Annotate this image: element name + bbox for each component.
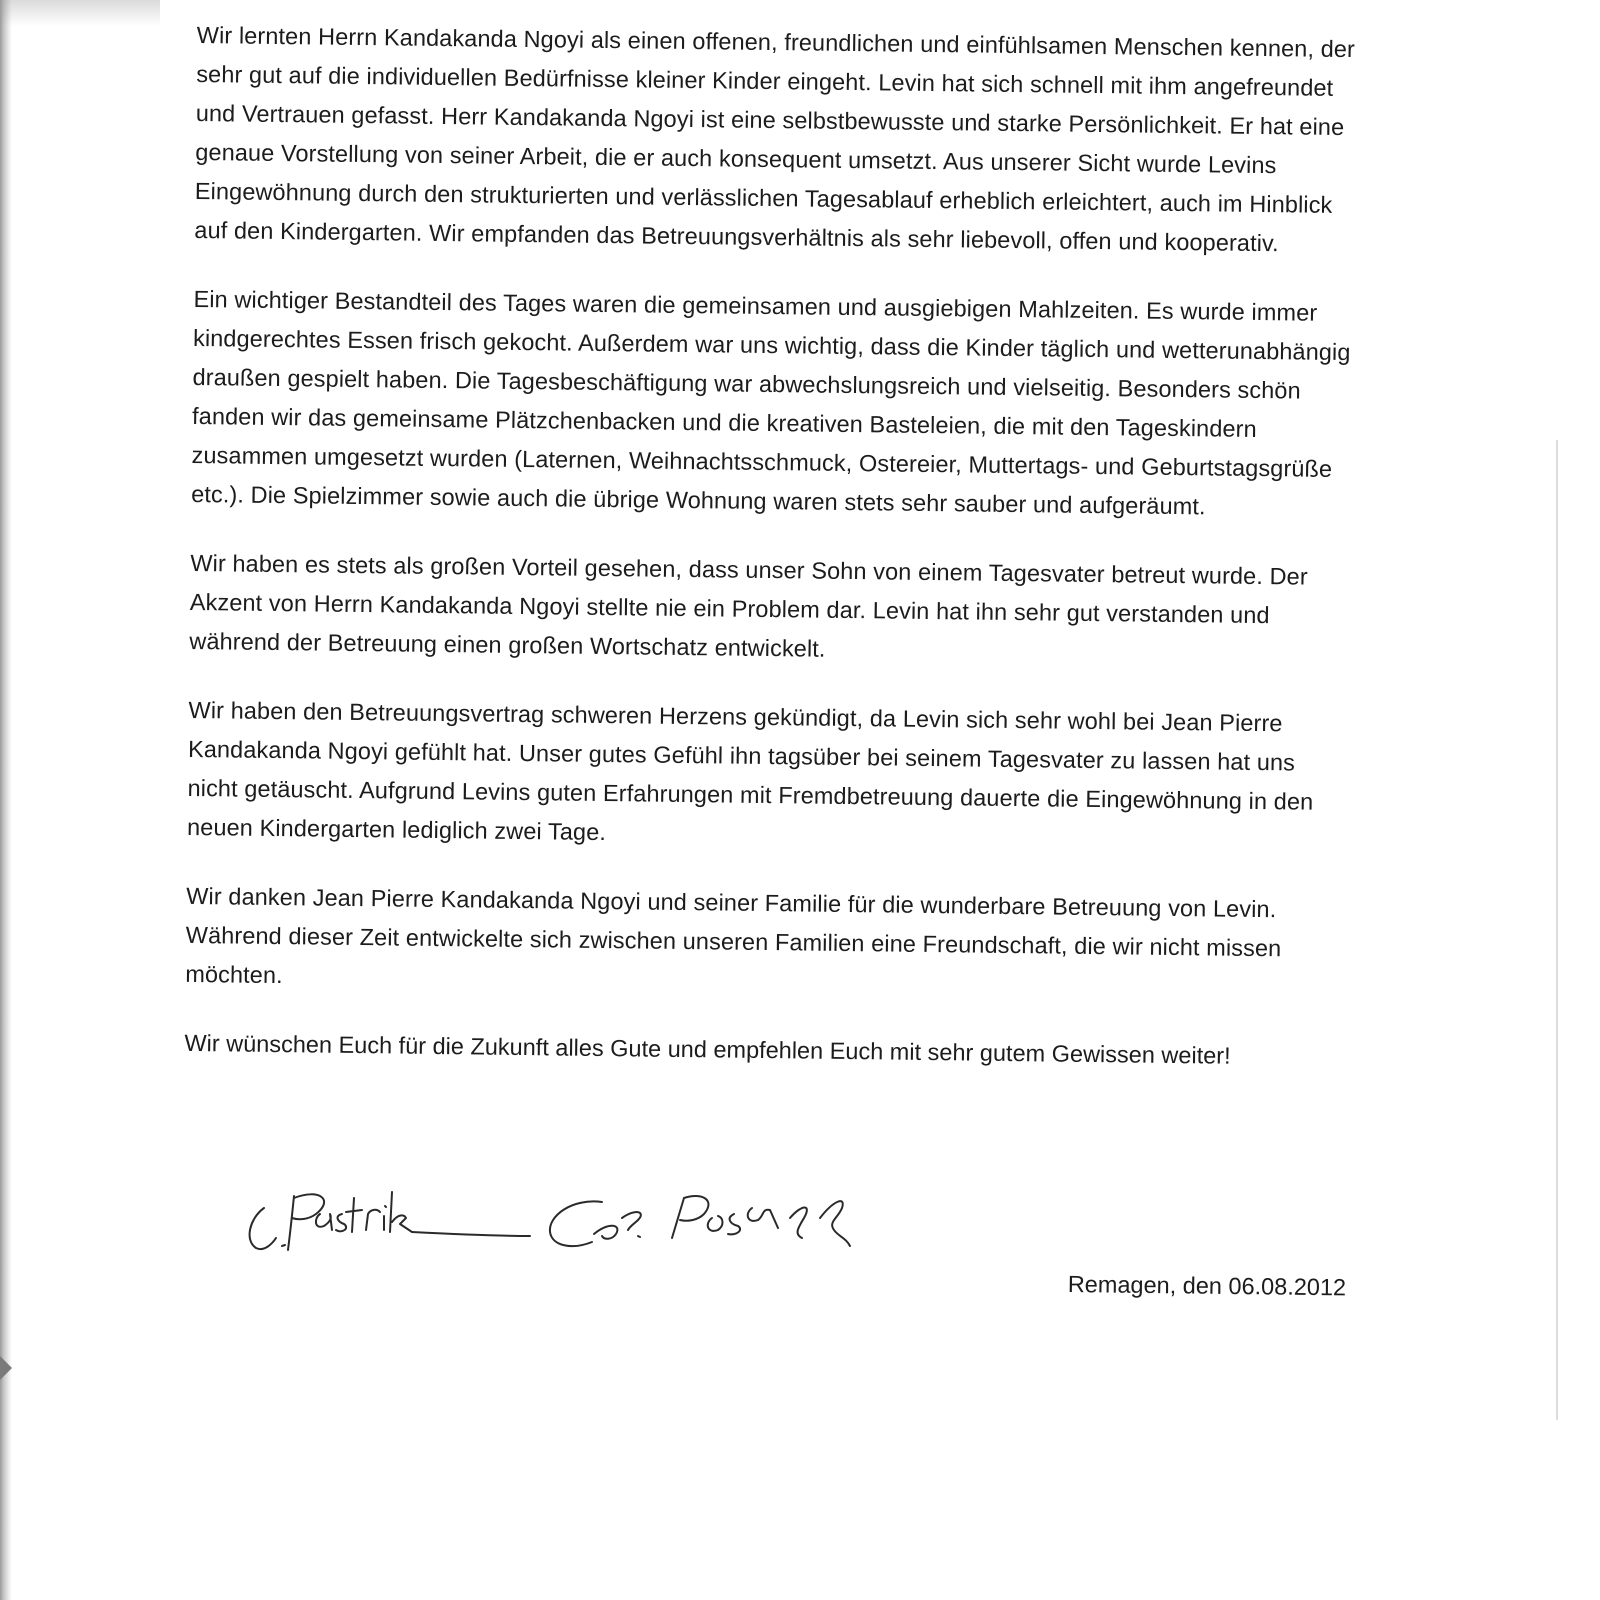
scan-top-shadow [0,0,160,26]
handwritten-signatures [242,1178,1002,1278]
scan-edge-notch [0,1356,12,1380]
paragraph-5: Wir danken Jean Pierre Kandakanda Ngoyi und seiner Familie für die wunderbare Betreuung von Levin. Während dieser Zeit entwickelte sich zwischen unseren Familien eine Freundschaft, die wir nicht missen möchten. [185,882,1282,989]
signature-drawing [242,1178,1002,1278]
paragraph-3: Wir haben es stets als großen Vorteil gesehen, dass unser Sohn von einem Tagesvater betreut wurde. Der Akzent von Herrn Kandakanda Ngoyi stellte nie ein Problem dar. Levin hat ihn sehr gut verstanden und während der Betreuung einen großen Wortschatz entwickelt. [189,549,1308,662]
paragraph-4: Wir haben den Betreuungsvertrag schweren Herzens gekündigt, da Levin sich sehr wohl bei Jean Pierre Kandakanda Ngoyi gefühlt hat. Unser gutes Gefühl ihn tagsüber bei seinem Tagesvater zu lassen hat uns nicht getäuscht. Aufgrund Levins guten Erfahrungen mit Fremdbetreuung dauerte die Eingewöhnung in den neuen Kindergarten lediglich zwei Tage. [186,696,1314,846]
paragraph-1: Wir lernten Herrn Kandakanda Ngoyi als einen offenen, freundlichen und einfühlsamen Menschen kennen, der sehr gut auf die individuellen Bedürfnisse kleiner Kinder eingeht. Levin hat sich schnell mit ihm angefreundet und Vertrauen gefasst. Herr Kandakanda Ngoyi ist eine selbstbewusste und starke Persönlichkeit. Er hat eine genaue Vorstellung von seiner Arbeit, die er auch konsequent umsetzt. Aus unserer Sicht wurde Levins Eingewöhnung durch den strukturierten und verlässlichen Tagesablauf erheblich erleichtert, auch im Hinblick auf den Kindergarten. Wir empfanden das Betreuungsverhältnis als sehr liebevoll, offen und kooperativ. [194,21,1356,257]
closing-line: Wir wünschen Euch für die Zukunft alles Gute und empfehlen Euch mit sehr gutem Gewissen weiter! [184,1029,1231,1069]
letter-body [184,16,1357,1077]
scan-right-edge [1556,440,1558,1420]
signature-2-stroke [550,1201,602,1246]
place-and-date: Remagen, den 06.08.2012 [1067,1270,1347,1301]
paragraph-2: Ein wichtiger Bestandteil des Tages waren die gemeinsamen und ausgiebigen Mahlzeiten. Es wurde immer kindgerechtes Essen frisch gekocht. Außerdem war uns wichtig, dass die Kinder täglich und wetterunabhängig draußen gespielt haben. Die Tagesbeschäftigung war abwechslungsreich und vielseitig. Besonders schön fanden wir das gemeinsame Plätzchenbacken und die kreativen Basteleien, die mit den Tageskindern zusammen umgesetzt wurden (Laternen, Weihnachtsschmuck, Ostereier, Muttertags- und Geburtstagsgrüße etc.). Die Spielzimmer sowie auch die übrige Wohnung waren stets sehr sauber und aufgeräumt. [191,285,1351,520]
signature-1-stroke [250,1208,276,1249]
